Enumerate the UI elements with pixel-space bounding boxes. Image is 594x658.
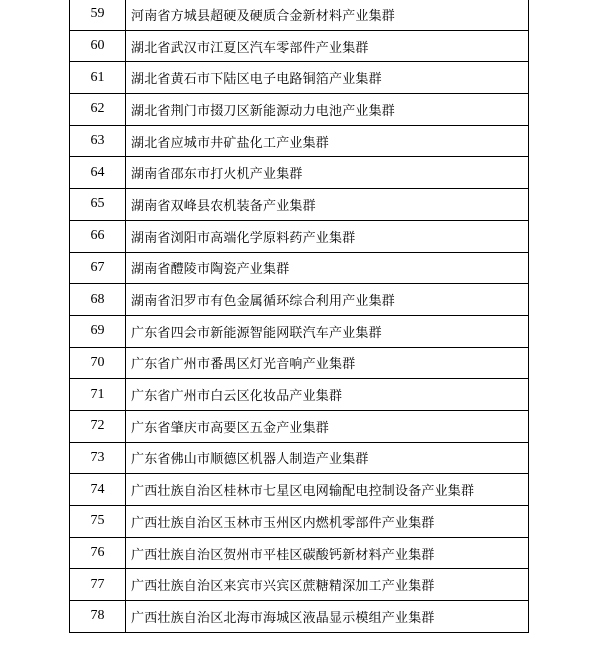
cluster-name: 广西壮族自治区北海市海城区液晶显示模组产业集群 — [126, 601, 529, 633]
table-row — [70, 347, 529, 379]
cluster-name: 广东省肇庆市高要区五金产业集群 — [126, 410, 529, 442]
cluster-name: 广西壮族自治区桂林市七星区电网输配电控制设备产业集群 — [126, 474, 529, 506]
row-number: 71 — [70, 379, 126, 411]
cluster-name: 湖北省应城市井矿盐化工产业集群 — [126, 125, 529, 157]
cluster-name: 湖南省邵东市打火机产业集群 — [126, 157, 529, 189]
row-number: 61 — [70, 62, 126, 94]
table-row — [70, 94, 529, 126]
table-row — [70, 125, 529, 157]
row-number: 59 — [70, 0, 126, 30]
row-number: 67 — [70, 252, 126, 284]
industry-cluster-table — [69, 0, 529, 633]
cluster-name: 湖北省黄石市下陆区电子电路铜箔产业集群 — [126, 62, 529, 94]
cluster-name: 湖北省荆门市掇刀区新能源动力电池产业集群 — [126, 94, 529, 126]
row-number: 77 — [70, 569, 126, 601]
table-body — [70, 0, 529, 632]
row-number: 60 — [70, 30, 126, 62]
table-row — [70, 30, 529, 62]
table-row — [70, 62, 529, 94]
table-row — [70, 315, 529, 347]
cluster-name: 河南省方城县超硬及硬质合金新材料产业集群 — [126, 0, 529, 30]
row-number: 70 — [70, 347, 126, 379]
cluster-name: 湖南省浏阳市高端化学原料药产业集群 — [126, 220, 529, 252]
table-row — [70, 0, 529, 30]
cluster-name: 广西壮族自治区玉林市玉州区内燃机零部件产业集群 — [126, 506, 529, 538]
table-row — [70, 284, 529, 316]
cluster-name: 广西壮族自治区来宾市兴宾区蔗糖精深加工产业集群 — [126, 569, 529, 601]
row-number: 64 — [70, 157, 126, 189]
row-number: 78 — [70, 601, 126, 633]
cluster-name: 湖南省双峰县农机装备产业集群 — [126, 189, 529, 221]
table-row — [70, 157, 529, 189]
cluster-name: 湖南省汨罗市有色金属循环综合利用产业集群 — [126, 284, 529, 316]
cluster-name: 湖北省武汉市江夏区汽车零部件产业集群 — [126, 30, 529, 62]
row-number: 63 — [70, 125, 126, 157]
cluster-name: 广东省广州市白云区化妆品产业集群 — [126, 379, 529, 411]
table-row — [70, 569, 529, 601]
table-row — [70, 442, 529, 474]
row-number: 68 — [70, 284, 126, 316]
row-number: 69 — [70, 315, 126, 347]
table-row — [70, 474, 529, 506]
table-row — [70, 252, 529, 284]
table-row — [70, 379, 529, 411]
cluster-name: 广西壮族自治区贺州市平桂区碳酸钙新材料产业集群 — [126, 537, 529, 569]
cluster-name: 广东省四会市新能源智能网联汽车产业集群 — [126, 315, 529, 347]
row-number: 74 — [70, 474, 126, 506]
table-row — [70, 220, 529, 252]
cluster-name: 湖南省醴陵市陶瓷产业集群 — [126, 252, 529, 284]
cluster-name: 广东省佛山市顺德区机器人制造产业集群 — [126, 442, 529, 474]
table-row — [70, 410, 529, 442]
table-row — [70, 189, 529, 221]
table-row — [70, 601, 529, 633]
row-number: 72 — [70, 410, 126, 442]
row-number: 66 — [70, 220, 126, 252]
row-number: 65 — [70, 189, 126, 221]
table-row — [70, 537, 529, 569]
row-number: 75 — [70, 506, 126, 538]
cluster-name: 广东省广州市番禺区灯光音响产业集群 — [126, 347, 529, 379]
row-number: 73 — [70, 442, 126, 474]
row-number: 62 — [70, 94, 126, 126]
row-number: 76 — [70, 537, 126, 569]
table-row — [70, 506, 529, 538]
